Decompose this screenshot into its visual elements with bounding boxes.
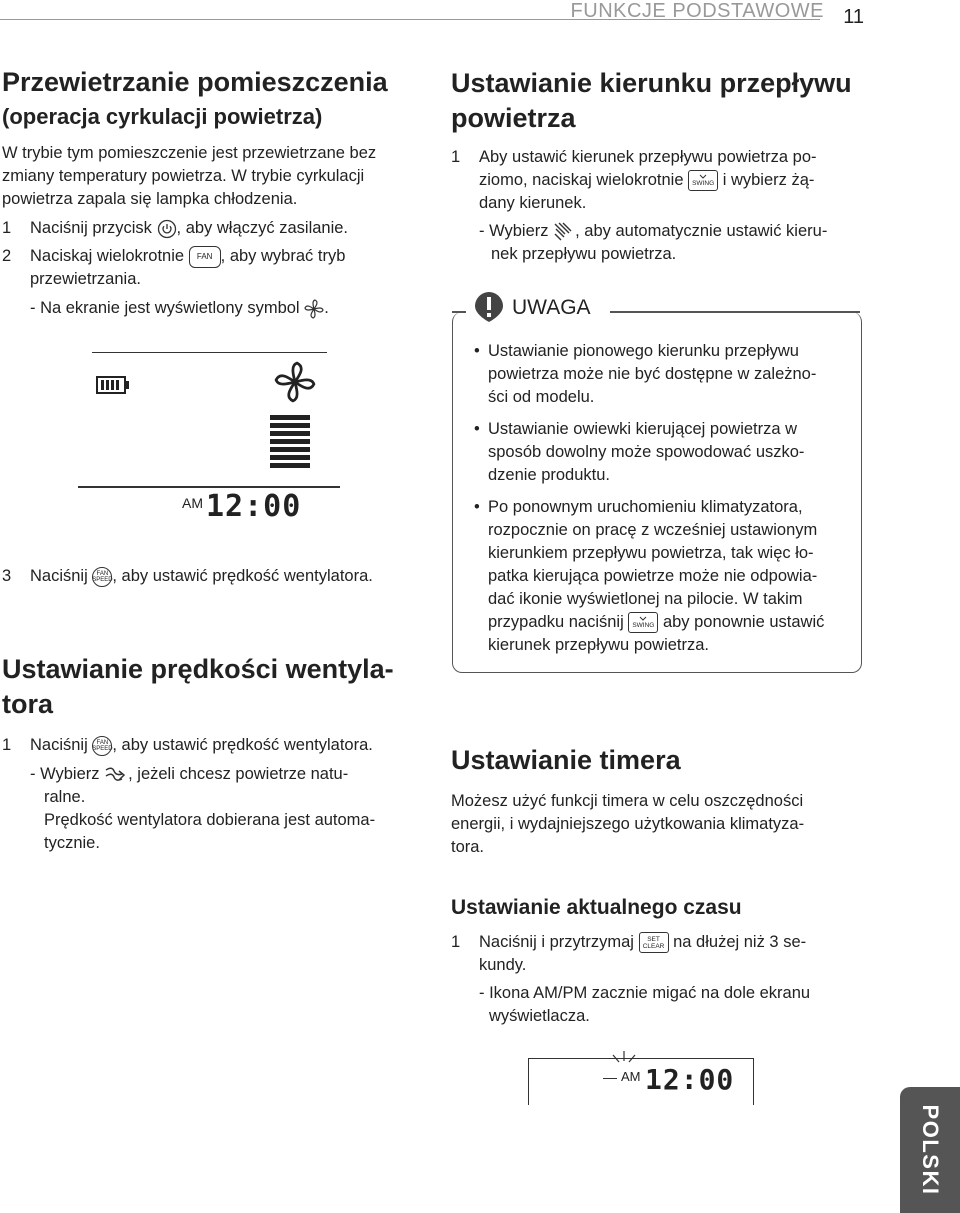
note-text: - Na ekranie jest wyświetlony symbol [30,299,300,318]
caution-text: rozpocznie on pracę z wcześniej ustawionym [488,521,818,539]
step-text: przewietrzania. [30,270,141,289]
note-text: . [324,299,329,318]
section-title: tora [2,689,54,720]
step-2 [2,245,422,291]
section-title: Ustawianie kierunku przepływu [451,68,852,98]
step-1-note [479,220,871,266]
note-text: - Ikona AM/PM zacznie migać na dole ekranu [479,984,811,1003]
note-text: nek przepływu powietrza. [491,245,677,264]
section-fan-speed [2,652,422,855]
button-label: SET [647,935,660,943]
caution-text: kierunek przepływu powietrza. [488,636,710,654]
step-text: na dłużej niż 3 se- [673,933,807,952]
caution-text: dać ikonie wyświetlonej na pilocie. W takim [488,590,803,608]
step-2-note [30,297,422,320]
step-text: Aby ustawić kierunek przepływu powietrza po- [479,148,817,167]
auto-swing-icon [553,222,575,242]
language-tab-label: POLSKI [918,1104,943,1196]
step-text: Naciśnij [30,567,88,585]
fan-speed-button-icon [92,736,112,756]
button-label: SPEED [92,576,113,583]
section-title: Przewietrzanie pomieszczenia [2,67,388,97]
caution-text: przypadku naciśnij [488,613,624,631]
section-ventilation [2,65,422,320]
caution-text: Po ponownym uruchomieniu klimatyzatora, [488,498,803,516]
note-text: tycznie. [44,834,100,853]
body-line: energii, i wydajniejszego użytkowania klimatyza- [451,815,805,834]
swing-button-icon [628,612,658,633]
fan-symbol-icon [274,361,316,408]
step-1 [2,734,422,757]
lcd-display [92,352,327,537]
step-number: 2 [2,247,12,266]
step-number: 1 [2,736,12,755]
header-section-title: FUNKCJE PODSTAWOWE [570,0,824,22]
body-line: tora. [451,838,485,857]
note-text: - Wybierz [479,222,549,241]
lcd-clock: 12:00 [206,489,302,524]
fan-symbol-icon [304,299,324,319]
step-1 [451,146,871,215]
caution-box-border [610,311,860,313]
caution-text: Ustawianie owiewki kierującej powietrza w [488,420,798,438]
button-label: FAN [96,739,109,746]
set-clear-button-icon [639,932,669,953]
caution-text: sposób dowolny może spowodować uszko- [488,443,805,461]
step-text: , aby włączyć zasilanie. [176,219,349,238]
button-label: SWING [692,180,715,188]
section-title: Ustawianie prędkości wentyla- [2,654,394,684]
caution-box-border [452,311,466,313]
step-3 [2,565,373,588]
step-number: 1 [2,219,12,238]
intro-line: powietrza zapala się lampka chłodzenia. [2,190,298,209]
caution-text: powietrza może nie być dostępne w zależno- [488,365,817,383]
step-1-note [30,763,422,855]
step-text: Naciskaj wielokrotnie [30,247,185,266]
section-title: powietrza [451,103,576,134]
step-number: 1 [451,148,461,167]
battery-icon [96,375,130,400]
step-number: 3 [2,567,12,585]
step-text: dany kierunek. [479,194,587,213]
section-airflow-direction [451,66,871,266]
button-label: SPEED [92,745,113,752]
note-text: Prędkość wentylatora dobierana jest automa- [44,811,376,830]
intro-line: W trybie tym pomieszczenie jest przewietrzane bez [2,144,377,163]
language-tab [900,1087,960,1213]
caution-text: Ustawianie pionowego kierunku przepływu [488,342,799,360]
step-text: Naciśnij przycisk [30,219,152,238]
button-label: CLEAR [642,942,665,950]
lcd-am-indicator: AM [621,1069,641,1084]
page-number: 11 [843,6,864,28]
fan-speed-button-icon [92,567,112,587]
note-text: , aby automatycznie ustawić kieru- [575,222,828,241]
step-text: Naciśnij [30,736,88,755]
fan-button-icon: FAN [189,246,221,268]
caution-text: ści od modelu. [488,388,595,406]
caution-text: aby ponownie ustawić [662,613,825,631]
lcd-display [528,1058,754,1105]
section-timer [451,743,871,859]
fan-speed-bars-icon [270,415,314,482]
step-1-note [479,982,871,1028]
caution-text: dzenie produktu. [488,466,611,484]
section-title: Ustawianie timera [451,745,681,775]
note-text: ralne. [44,788,86,807]
caution-list [474,340,854,666]
note-text: , jeżeli chcesz powietrze natu- [128,765,349,784]
caution-text: kierunkiem przepływu powietrza, tak więc ło- [488,544,814,562]
body-line: Możesz użyć funkcji timera w celu oszczędności [451,792,804,811]
lcd-divider [78,486,340,488]
step-text: Naciśnij i przytrzymaj [479,933,634,952]
caution-label: UWAGA [512,296,591,319]
note-text: wyświetlacza. [489,1007,590,1026]
power-button-icon [157,219,177,239]
section-title: Ustawianie aktualnego czasu [451,896,742,919]
warning-icon [474,291,504,328]
natural-wind-icon [104,766,128,784]
swing-button-icon [688,170,718,191]
step-1 [451,931,871,977]
caution-item [474,418,854,487]
caution-item [474,340,854,409]
step-text: , aby ustawić prędkość wentylatora. [112,736,373,755]
step-text: , aby wybrać tryb [220,247,346,266]
blink-indicator-icon [603,1078,617,1079]
step-1 [2,217,422,240]
button-label: FAN [96,570,109,577]
note-text: - Wybierz [30,765,100,784]
step-text: , aby ustawić prędkość wentylatora. [112,567,373,585]
lcd-clock: 12:00 [645,1063,735,1096]
step-text: ziomo, naciskaj wielokrotnie [479,171,684,190]
intro-line: zmiany temperatury powietrza. W trybie cyrkulacji [2,167,365,186]
caution-text: patka kierująca powietrze może nie odpowia- [488,567,818,585]
button-label: SWING [632,622,655,630]
step-text: i wybierz żą- [722,171,815,190]
lcd-am-indicator: AM [182,495,203,511]
section-subtitle: (operacja cyrkulacji powietrza) [2,104,323,130]
caution-item [474,496,854,657]
step-text: kundy. [479,956,527,975]
step-number: 1 [451,933,461,952]
section-current-time [451,895,871,1028]
